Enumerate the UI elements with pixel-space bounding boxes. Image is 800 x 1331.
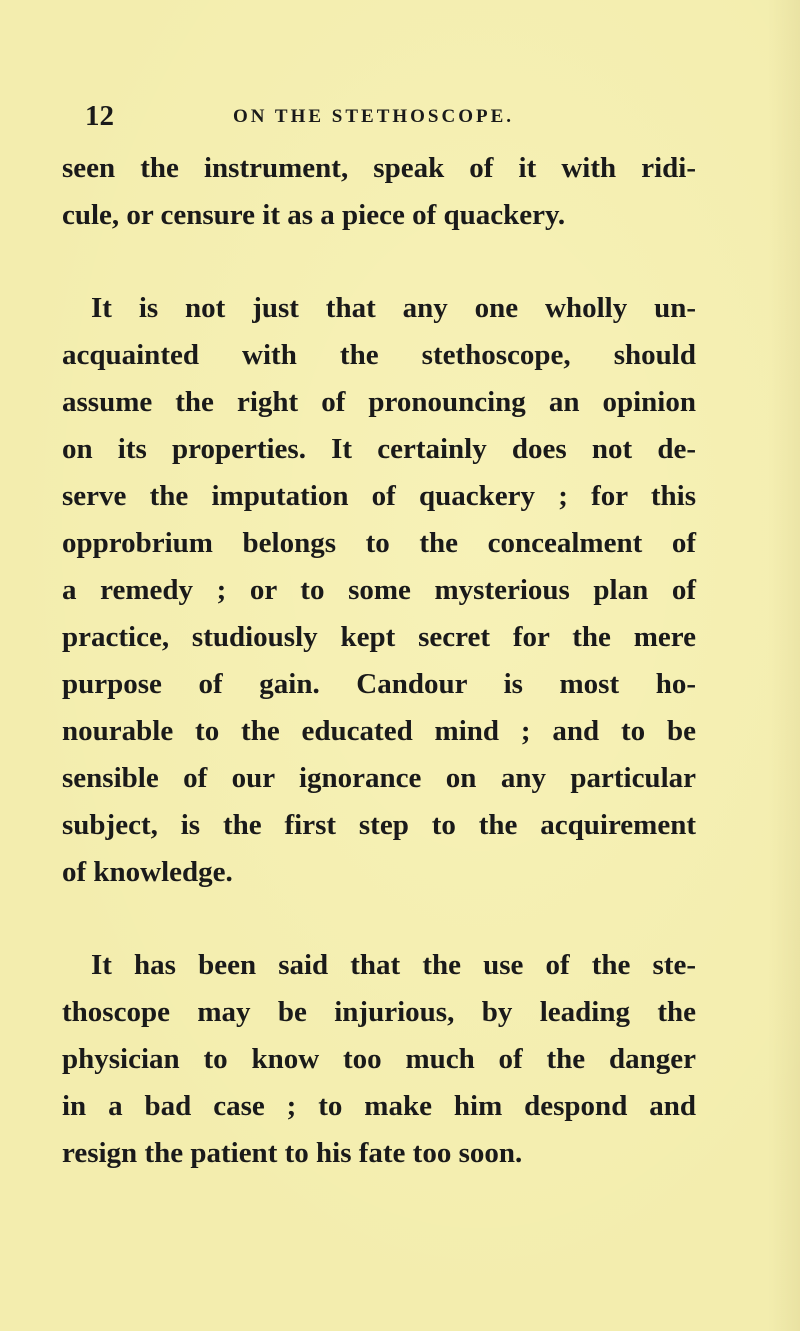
text-line: cule, or censure it as a piece of quackery. (62, 199, 566, 231)
text-line: nourable to the educated mind ; and to be (62, 715, 696, 747)
text-line: of knowledge. (62, 856, 233, 888)
text-line: opprobrium belongs to the concealment of (62, 527, 696, 559)
text-line: serve the imputation of quackery ; for this (62, 480, 696, 512)
running-head (85, 98, 725, 134)
paragraph-2 (62, 285, 696, 896)
text-line: thoscope may be injurious, by leading the (62, 996, 696, 1028)
text-line: It has been said that the use of the ste- (91, 949, 696, 981)
text-line: physician to know too much of the danger (62, 1043, 696, 1075)
text-line: It is not just that any one wholly un- (91, 292, 696, 324)
text-line: practice, studiously kept secret for the mere (62, 621, 696, 653)
paragraph-gap (62, 896, 696, 942)
paragraph-3 (62, 942, 696, 1177)
running-title: ON THE STETHOSCOPE. (233, 106, 515, 127)
text-line: assume the right of pronouncing an opinion (62, 386, 696, 418)
text-line: resign the patient to his fate too soon. (62, 1137, 523, 1169)
body-text (62, 145, 696, 1177)
text-line: seen the instrument, speak of it with ridi- (62, 152, 696, 184)
text-line: sensible of our ignorance on any particular (62, 762, 696, 794)
text-line: on its properties. It certainly does not de- (62, 433, 696, 465)
paragraph-gap (62, 239, 696, 285)
text-line: acquainted with the stethoscope, should (62, 339, 696, 371)
text-line: a remedy ; or to some mysterious plan of (62, 574, 696, 606)
text-line: subject, is the first step to the acquirement (62, 809, 696, 841)
page-number: 12 (85, 100, 114, 132)
text-line: purpose of gain. Candour is most ho- (62, 668, 696, 700)
paragraph-1 (62, 145, 696, 239)
text-line: in a bad case ; to make him despond and (62, 1090, 696, 1122)
